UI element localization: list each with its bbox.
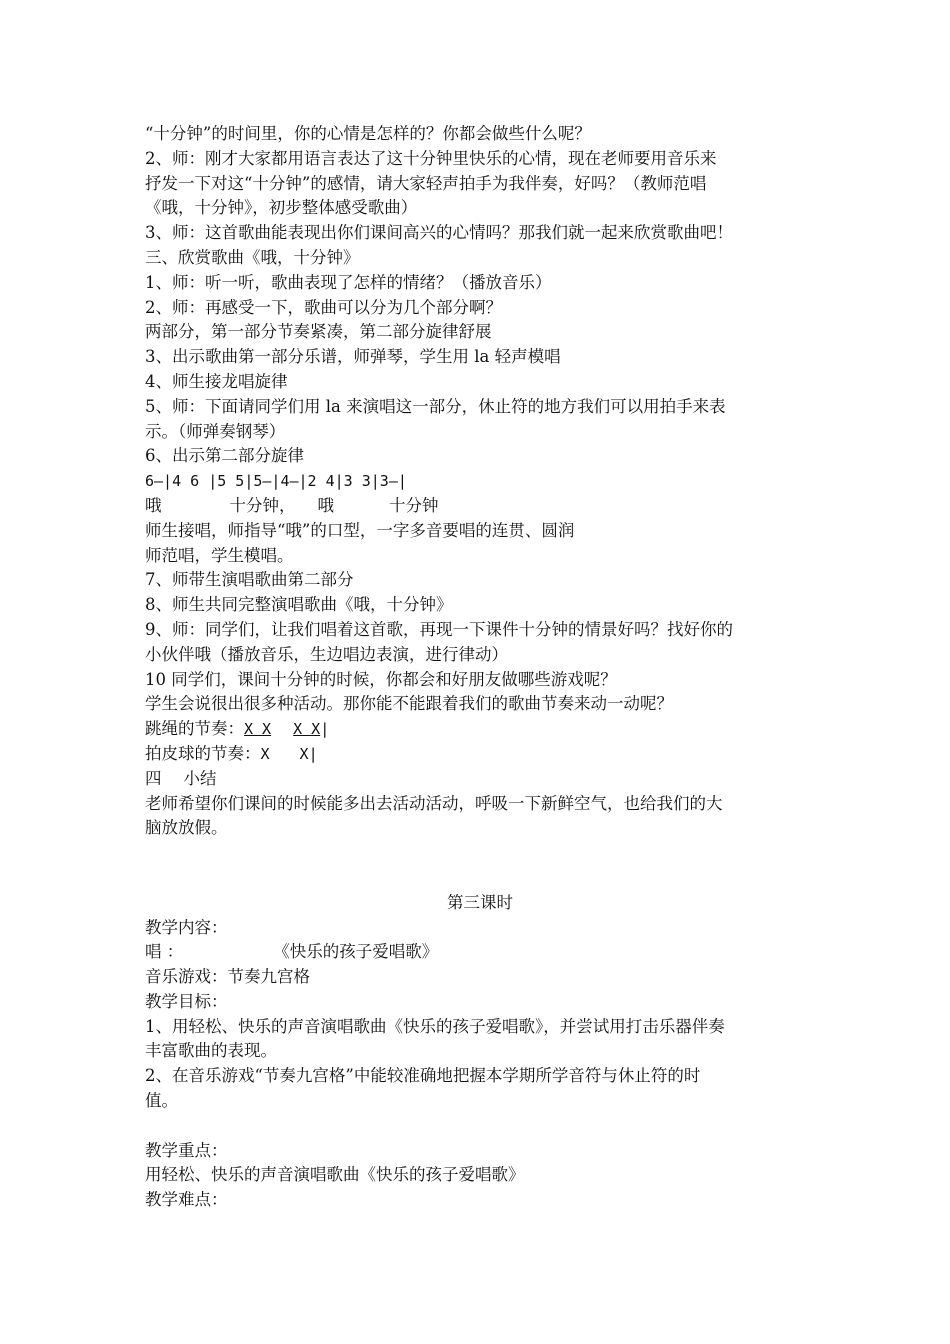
paragraph-line: 10 同学们，课间十分钟的时候，你都会和好朋友做哪些游戏呢？ [145,669,617,689]
goal-line: 值。 [145,1091,178,1111]
game-line: 音乐游戏：节奏九宫格 [145,967,310,987]
paragraph-line: 学生会说很出很多种活动。那你能不能跟着我们的歌曲节奏来动一动呢？ [145,694,673,714]
section-title: 小结 [183,768,217,788]
paragraph-line: 小伙伴哦（播放音乐，生边唱边表演，进行律动） [145,644,508,664]
paragraph-line: 5、师：下面请同学们用 la 来演唱这一部分，休止符的地方我们可以用拍手来表 [145,396,726,416]
key-line: 用轻松、快乐的声音演唱歌曲《快乐的孩子爱唱歌》 [145,1165,525,1185]
key-label: 教学重点： [145,1140,228,1160]
lyric-oh-2: 哦 [317,495,334,515]
rhythm-label: 拍皮球的节奏： [145,743,261,763]
rhythm-notes: X [299,744,309,763]
paragraph-line: 4、师生接龙唱旋律 [145,371,288,391]
lesson-title: 第三课时 [447,892,513,912]
paragraph-line: 3、出示歌曲第一部分乐谱，师弹琴，学生用 la 轻声模唱 [145,347,561,367]
section-heading [145,767,815,792]
paragraph-line: 老师希望你们课间的时候能多出去活动活动，呼吸一下新鲜空气，也给我们的大 [145,793,723,813]
bar-line: | [320,720,330,739]
paragraph-line: 1、师：听一听，歌曲表现了怎样的情绪？（播放音乐） [145,272,552,292]
goal-line: 1、用轻松、快乐的声音演唱歌曲《快乐的孩子爱唱歌》，并尝试用打击乐器伴奏 [145,1016,725,1036]
paragraph-line: 师生接唱，师指导“哦”的口型，一字多音要唱的连贯、圆润 [145,520,575,540]
paragraph-line: 3、师：这首歌曲能表现出你们课间高兴的心情吗？那我们就一起来欣赏歌曲吧！ [145,223,733,243]
paragraph-line: 2、师：刚才大家都用语言表达了这十分钟里快乐的心情，现在老师要用音乐来 [145,148,717,168]
paragraph-line: 两部分，第一部分节奏紧凑，第二部分旋律舒展 [145,322,492,342]
paragraph-line: 6、出示第二部分旋律 [145,446,304,466]
paragraph-line: 《哦，十分钟》，初步整体感受歌曲） [145,198,418,218]
melody-notation: 6—|4 6 |5 5|5—|4—|2 4|3 3|3—| [145,472,407,491]
paragraph-line: 9、师：同学们，让我们唱着这首歌，再现一下课件十分钟的情景好吗？找好你的 [145,619,733,639]
paragraph-line: “十分钟”的时间里，你的心情是怎样的？你都会做些什么呢？ [145,124,591,143]
section-number: 四 [145,768,162,788]
bar-line: | [308,744,318,763]
lyric-ten-minutes-2: 十分钟 [389,495,439,515]
rhythm-notes: X [260,744,270,763]
melody-lyrics [145,494,815,519]
paragraph-line: 师范唱，学生模唱。 [145,545,294,565]
goal-line: 2、在音乐游戏“节奏九宫格”中能较准确地把握本学期所学音符与休止符的时 [145,1066,701,1086]
goals-label: 教学目标： [145,991,228,1011]
lyric-oh-1: 哦 [145,495,162,515]
section-heading: 三、欣赏歌曲《哦，十分钟》 [145,247,360,267]
difficulty-label: 教学难点： [145,1190,228,1210]
lyric-ten-minutes-1: 十分钟， [229,495,296,515]
content-label: 教学内容： [145,917,228,937]
paragraph-line: 7、师带生演唱歌曲第二部分 [145,570,354,590]
rhythm-notes: X X [293,720,321,739]
goal-line: 丰富歌曲的表现。 [145,1041,277,1061]
paragraph-line: 抒发一下对这“十分钟”的感情，请大家轻声拍手为我伴奏，好吗？（教师范唱 [145,173,707,193]
paragraph-line: 脑放放假。 [145,818,228,838]
rhythm-ball-bounce [145,742,815,767]
sing-label: 唱 ： [145,942,184,962]
rhythm-jump-rope [145,717,815,742]
document-body [145,122,815,1213]
sing-song: 《快乐的孩子爱唱歌》 [273,942,439,962]
sing-line [145,940,815,965]
rhythm-notes: X X [244,720,272,739]
paragraph-line: 8、师生共同完整演唱歌曲《哦，十分钟》 [145,595,453,615]
paragraph-line: 2、师：再感受一下，歌曲可以分为几个部分啊？ [145,297,502,317]
rhythm-label: 跳绳的节奏： [145,719,244,739]
paragraph-line: 示。（师弹奏钢琴） [145,421,286,441]
